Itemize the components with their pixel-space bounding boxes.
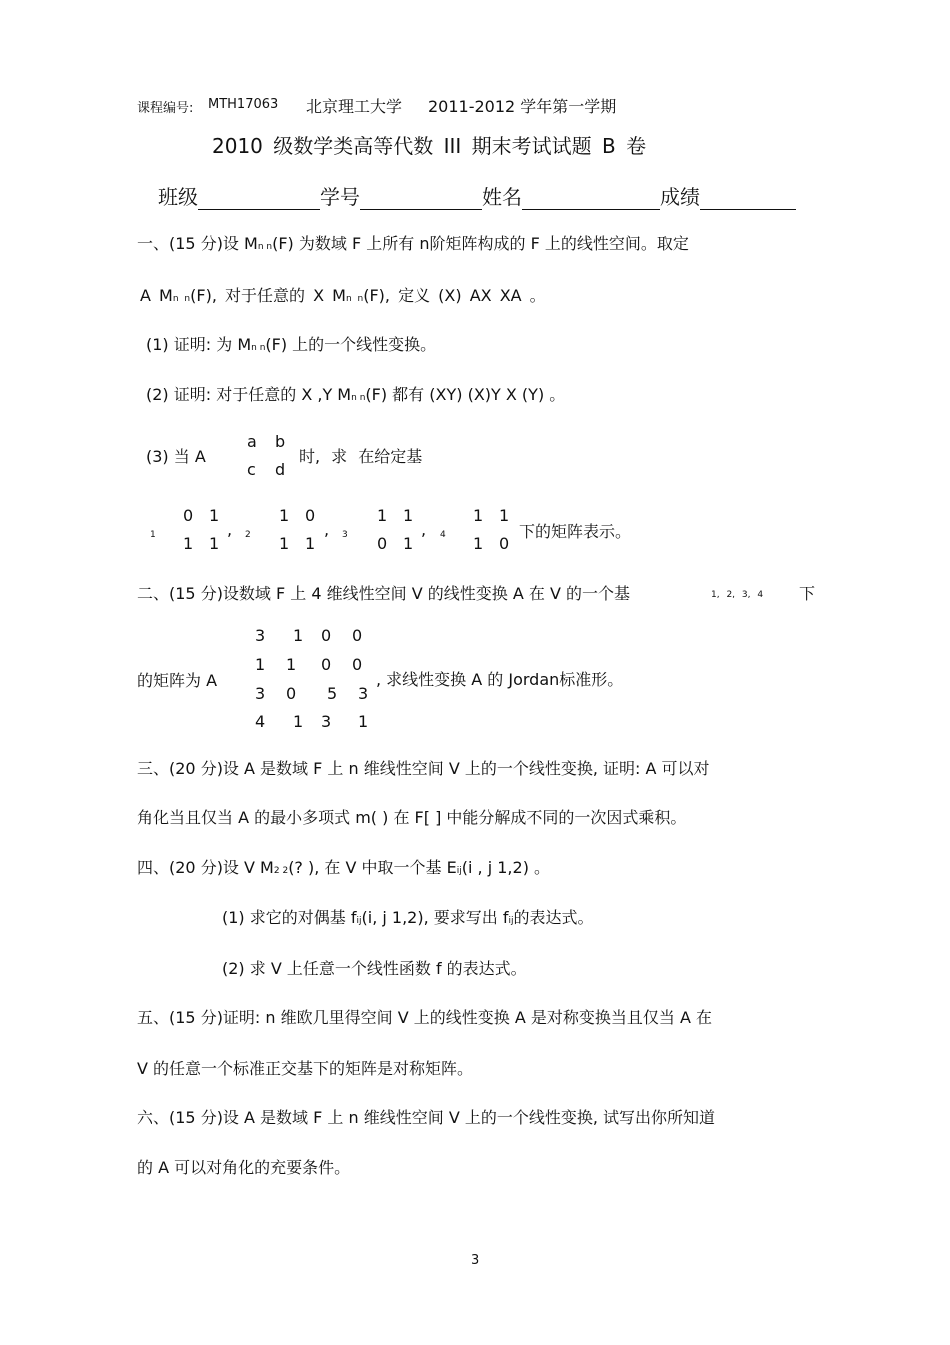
matrix-cell: 1 <box>499 506 510 525</box>
matrix-cell: 1 <box>279 506 290 525</box>
matrix-cell: 1 <box>279 534 290 553</box>
q4-sub: 2 2 <box>273 866 289 876</box>
q1-part3-a: (3) 当 A <box>146 447 206 466</box>
q4-p1-sub: ij <box>356 916 362 926</box>
basis-index-3: 3 <box>342 530 348 540</box>
q1-l2-a: A M <box>140 286 173 305</box>
comma: , <box>324 520 330 539</box>
basis-index-4: 4 <box>440 530 446 540</box>
matrix-cell: 1 <box>293 712 304 731</box>
matrix-cell: 1 <box>209 506 220 525</box>
comma: , <box>227 520 233 539</box>
q1-part2 <box>146 382 565 405</box>
basis-matrix-3 <box>377 506 427 556</box>
q1-p2-b: (F) 都有 (XY) (X)Y X (Y) 。 <box>365 385 566 404</box>
matrix-cell: 1 <box>293 626 304 645</box>
basis-matrix-4 <box>473 506 523 556</box>
matrix-cell: 3 <box>255 684 266 703</box>
q1-l2-sub2: n n <box>345 294 364 304</box>
basis-tail: 下的矩阵表示。 <box>519 522 632 541</box>
matrix-cell: 1 <box>183 534 194 553</box>
q4-text-b: (? ), 在 V 中取一个基 E <box>288 858 457 877</box>
basis-index-2: 2 <box>245 530 251 540</box>
q4-line1 <box>137 855 550 878</box>
field-score: 成绩 <box>660 185 700 209</box>
q1-p1-a: (1) 证明: 为 M <box>146 335 252 354</box>
q2-basis-subs: 1, 2, 3, 4 <box>711 590 764 600</box>
matrix-cell: 1 <box>473 534 484 553</box>
q2-line2-a: 的矩阵为 A <box>137 671 218 690</box>
q1-sub: n n <box>257 242 273 252</box>
university-name: 北京理工大学 <box>306 97 403 116</box>
page-title: 2010 级数学类高等代数 III 期末考试试题 B 卷 <box>212 134 647 158</box>
q4-text-a: 四、(20 分)设 V M <box>137 858 274 877</box>
q2-line1: 二、(15 分)设数域 F 上 4 维线性空间 V 的线性变换 A 在 V 的一个基 <box>137 584 631 603</box>
q4-sub2: ij <box>456 866 462 876</box>
q4-text-c: (i , j 1,2) 。 <box>461 858 551 877</box>
info-row <box>158 181 796 210</box>
matrix-cell: 0 <box>377 534 388 553</box>
matrix-cell: 3 <box>321 712 332 731</box>
q4-part1 <box>222 905 594 928</box>
q2-matrix <box>255 626 375 736</box>
q1-p1-sub: n n <box>251 343 266 353</box>
q1-l2-c: (F), 定义 (X) AX XA 。 <box>363 286 546 305</box>
q1-part1 <box>146 332 436 355</box>
q1-p2-a: (2) 证明: 对于任意的 X ,Y M <box>146 385 352 404</box>
student-id-blank <box>360 189 482 210</box>
q4-p1-b: (i, j 1,2), 要求写出 f <box>361 908 509 927</box>
q1-l2-sub1: n n <box>172 294 191 304</box>
q4-p1-sub2: ij <box>508 916 514 926</box>
field-class: 班级 <box>158 185 198 209</box>
q5-line2: V 的任意一个标准正交基下的矩阵是对称矩阵。 <box>137 1059 474 1078</box>
score-blank <box>700 189 796 210</box>
matrix-cell: 4 <box>255 712 266 731</box>
q1-l2-b: (F), 对于任意的 X M <box>190 286 346 305</box>
matrix-cell: 3 <box>255 626 266 645</box>
page-number: 3 <box>471 1253 480 1268</box>
matrix-cell: 1 <box>255 655 266 674</box>
field-name: 姓名 <box>482 185 522 209</box>
matrix-cell: 1 <box>209 534 220 553</box>
matrix-cell: 1 <box>305 534 316 553</box>
q1-p2-sub: n n <box>351 393 366 403</box>
matrix-cell: 1 <box>358 712 369 731</box>
term: 2011-2012 学年第一学期 <box>428 97 617 116</box>
q3-line2: 角化当且仅当 A 的最小多项式 m( ) 在 F[ ] 中能分解成不同的一次因式乘积。 <box>137 808 687 827</box>
q1-text-b: (F) 为数域 F 上所有 n阶矩阵构成的 F 上的线性空间。取定 <box>272 234 689 253</box>
q1-p1-b: (F) 上的一个线性变换。 <box>265 335 437 354</box>
matrix-cell: a <box>247 432 257 451</box>
matrix-cell: b <box>275 432 286 451</box>
comma: , <box>421 520 427 539</box>
matrix-cell: 1 <box>473 506 484 525</box>
q4-p1-c: 的表达式。 <box>513 908 594 927</box>
basis-index-1: 1 <box>150 530 156 540</box>
q6-line1: 六、(15 分)设 A 是数域 F 上 n 维线性空间 V 上的一个线性变换, 试写出你所知道 <box>137 1108 716 1127</box>
matrix-cell: 0 <box>499 534 510 553</box>
matrix-cell: 5 <box>327 684 338 703</box>
matrix-cell: 0 <box>321 626 332 645</box>
matrix-cell: 0 <box>321 655 332 674</box>
matrix-cell: 0 <box>305 506 316 525</box>
matrix-cell: 0 <box>286 684 297 703</box>
q1-line2 <box>140 283 546 306</box>
q1-matrix-abcd <box>245 432 295 482</box>
matrix-cell: c <box>247 460 256 479</box>
matrix-cell: 1 <box>377 506 388 525</box>
class-blank <box>198 189 320 210</box>
q1-line1 <box>137 231 689 254</box>
matrix-cell: 0 <box>352 626 363 645</box>
matrix-cell: d <box>275 460 286 479</box>
matrix-cell: 0 <box>352 655 363 674</box>
field-student-id: 学号 <box>320 185 360 209</box>
q2-line1-tail: 下 <box>799 584 816 603</box>
basis-matrix-2 <box>279 506 329 556</box>
q3-line1: 三、(20 分)设 A 是数域 F 上 n 维线性空间 V 上的一个线性变换, 证明: A 可以对 <box>137 759 710 778</box>
q2-line2-b: , 求线性变换 A 的 Jordan标准形。 <box>376 670 624 689</box>
matrix-cell: 1 <box>403 506 414 525</box>
matrix-cell: 3 <box>358 684 369 703</box>
q1-text-a: 一、(15 分)设 M <box>137 234 258 253</box>
course-code: MTH17063 <box>208 97 279 112</box>
basis-matrix-1 <box>183 506 233 556</box>
q1-part3-b: 时, 求 在给定基 <box>299 447 423 466</box>
course-code-label: 课程编号: <box>137 101 194 116</box>
q4-p1-a: (1) 求它的对偶基 f <box>222 908 357 927</box>
matrix-cell: 1 <box>286 655 297 674</box>
name-blank <box>522 189 660 210</box>
q5-line1: 五、(15 分)证明: n 维欧几里得空间 V 上的线性变换 A 是对称变换当且仅当 A 在 <box>137 1008 712 1027</box>
matrix-cell: 1 <box>403 534 414 553</box>
q4-part2: (2) 求 V 上任意一个线性函数 f 的表达式。 <box>222 959 527 978</box>
q6-line2: 的 A 可以对角化的充要条件。 <box>137 1158 351 1177</box>
matrix-cell: 0 <box>183 506 194 525</box>
